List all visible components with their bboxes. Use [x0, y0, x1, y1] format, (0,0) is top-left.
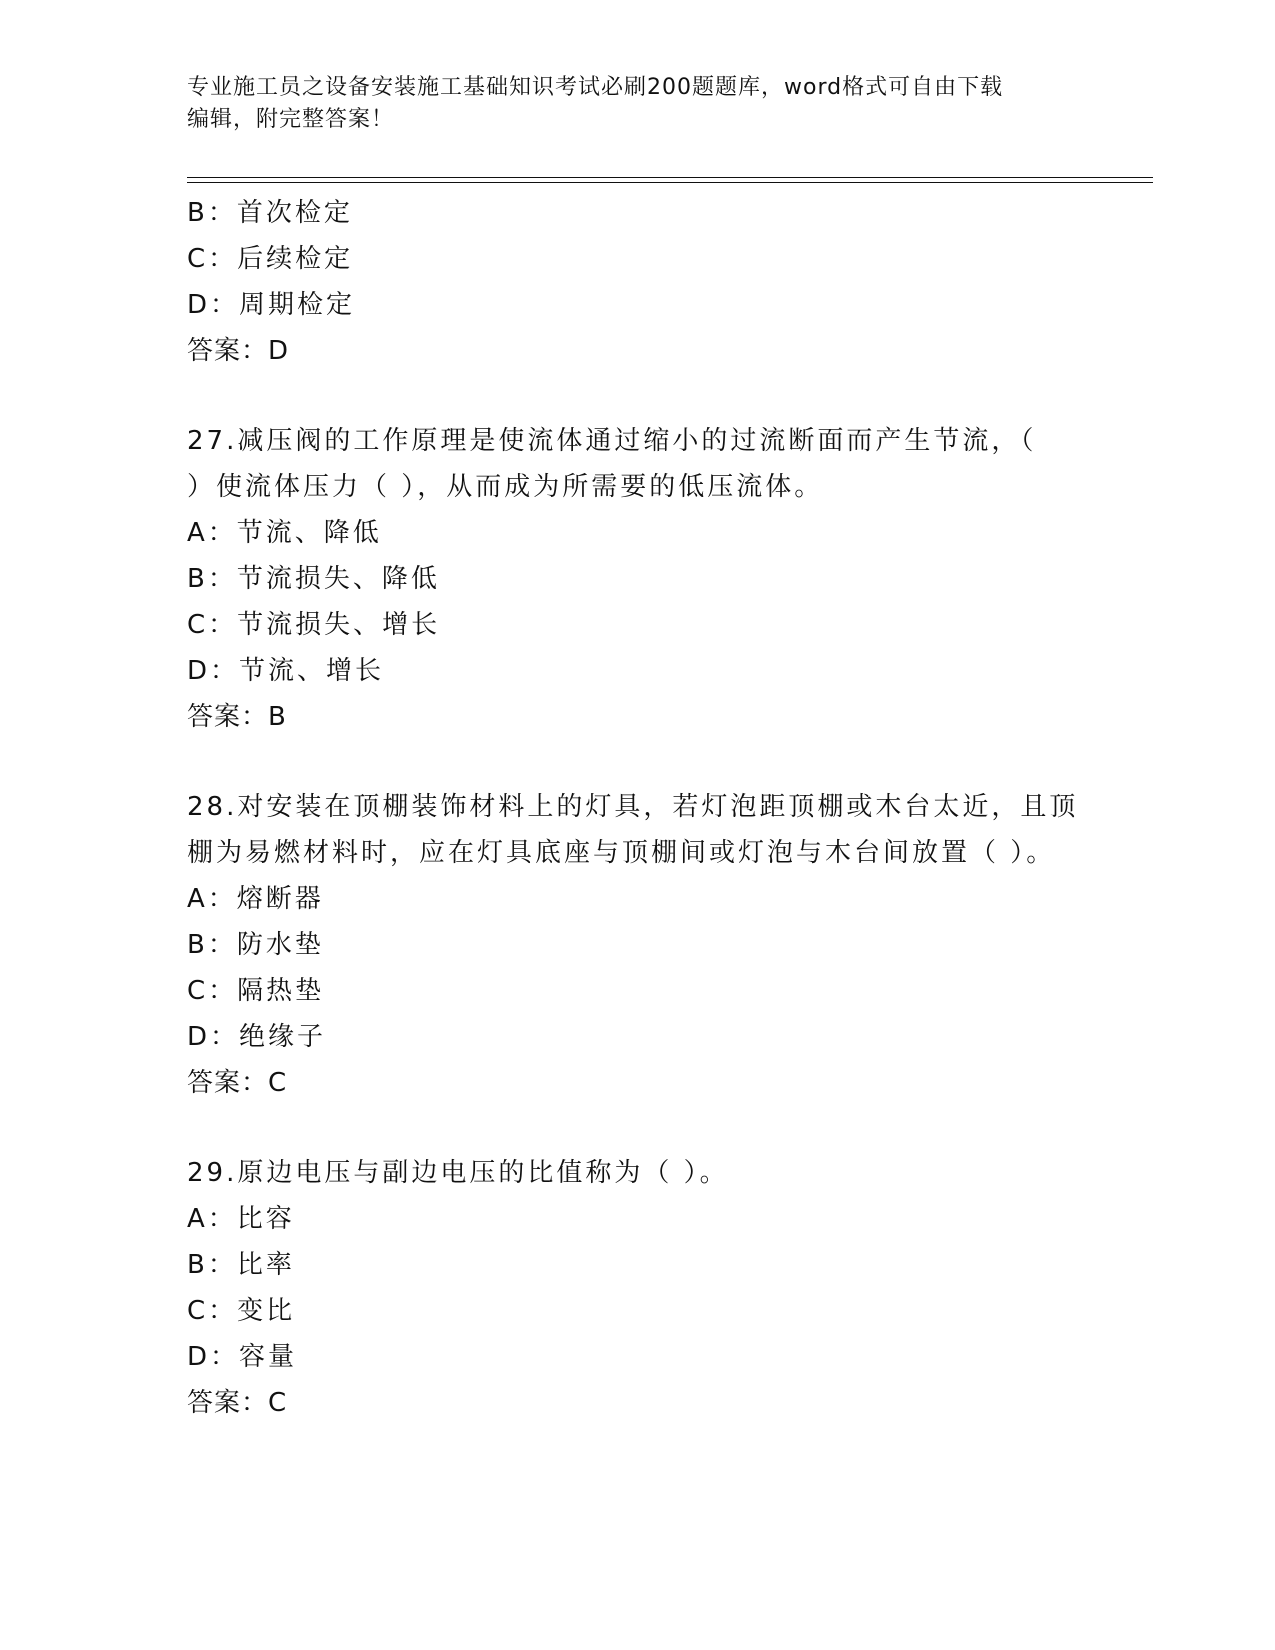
option-a: A：比容: [187, 1204, 295, 1234]
answer-line: 答案：C: [187, 1068, 288, 1098]
header-line-1: 专业施工员之设备安装施工基础知识考试必刷200题题库，word格式可自由下载: [187, 75, 1004, 100]
option-b: B：首次检定: [187, 198, 353, 228]
document-body: [187, 190, 1087, 1426]
option-c: C：变比: [187, 1296, 296, 1326]
question-28: [187, 784, 1087, 1106]
option-b: B：防水垫: [187, 930, 324, 960]
document-header: [187, 72, 1087, 136]
option-d: D：容量: [187, 1342, 298, 1372]
option-d: D：周期检定: [187, 290, 356, 320]
option-c: C：节流损失、增长: [187, 610, 441, 640]
question-text-line: 棚为易燃材料时，应在灯具底座与顶棚间或灯泡与木台间放置（ ）。: [187, 838, 1056, 868]
option-a: A：节流、降低: [187, 518, 382, 548]
answer-line: 答案：B: [187, 702, 287, 732]
option-c: C：隔热垫: [187, 976, 325, 1006]
question-27: [187, 418, 1087, 740]
header-divider-top: [187, 177, 1153, 178]
question-text-line: 27.减压阀的工作原理是使流体通过缩小的过流断面而产生节流，（: [187, 426, 1037, 456]
option-d: D：节流、增长: [187, 656, 385, 686]
question-29: [187, 1150, 1087, 1426]
answer-line: 答案：D: [187, 336, 290, 366]
option-a: A：熔断器: [187, 884, 324, 914]
header-line-2: 编辑，附完整答案！: [187, 107, 395, 132]
option-b: B：节流损失、降低: [187, 564, 440, 594]
question-text-line: 28.对安装在顶棚装饰材料上的灯具，若灯泡距顶棚或木台太近，且顶: [187, 792, 1079, 822]
question-partial: [187, 190, 1087, 374]
question-text-line: ）使流体压力（ ），从而成为所需要的低压流体。: [187, 472, 824, 502]
answer-line: 答案：C: [187, 1388, 288, 1418]
option-c: C：后续检定: [187, 244, 354, 274]
option-b: B：比率: [187, 1250, 295, 1280]
option-d: D：绝缘子: [187, 1022, 327, 1052]
question-text-line: 29.原边电压与副边电压的比值称为（ ）。: [187, 1158, 729, 1188]
header-divider-bottom: [187, 182, 1153, 183]
